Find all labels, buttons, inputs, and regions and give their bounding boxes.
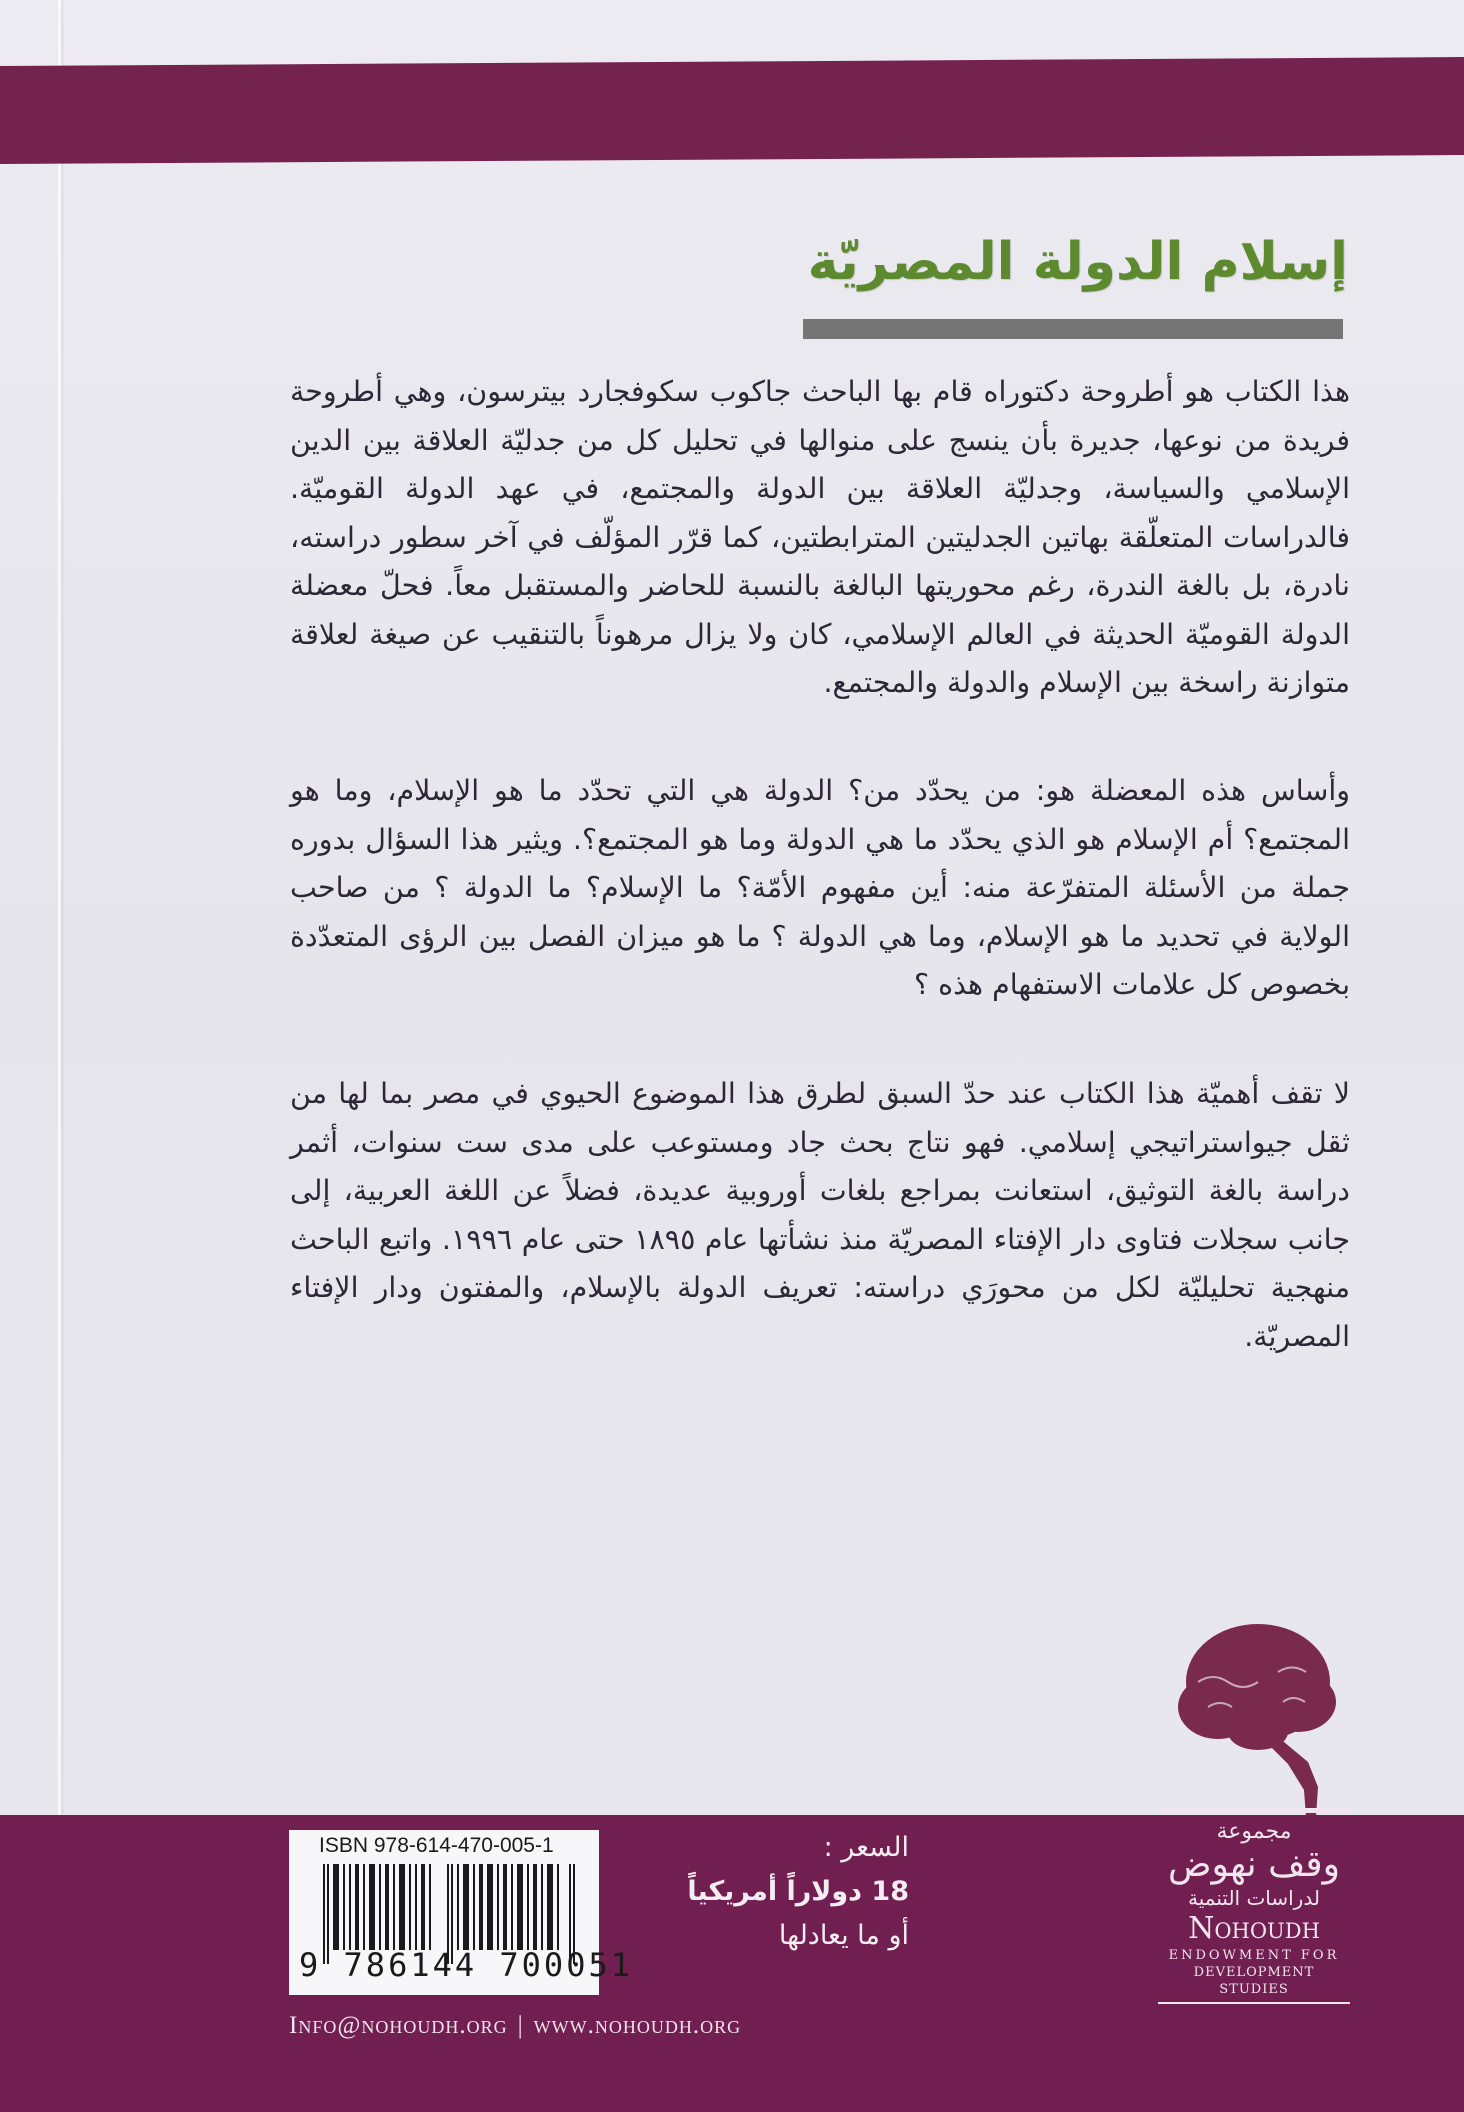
blurb-text-3: لا تقف أهميّة هذا الكتاب عند حدّ السبق لطرق هذا الموضوع الحيوي في مصر بما لها من ثقل جيواستراتيجي إسلامي. فهو نتاج بحث جاد ومستوعب على مدى ست سنوات، أثمر دراسة بالغة التوثيق، استعانت بمراجع بلغات أوروبية عديدة، فضلاً عن اللغة العربية، إلى جانب سجلات فتاوى دار الإفتاء المصريّة منذ نشأتها عام ١٨٩٥ حتى عام ١٩٩٦. واتبع الباحث منهجية تحليليّة لكل من محورَي دراسته: تعريف الدولة بالإسلام، والمفتون ودار الإفتاء المصريّة. (290, 1077, 1350, 1353)
price-block (687, 1826, 909, 1958)
publisher-en-line2: ENDOWMENT FOR (1168, 1948, 1340, 1963)
isbn-barcode (289, 1830, 633, 1995)
spine-edge (58, 0, 61, 2112)
contact-email[interactable]: Info@nohoudh.org (289, 2012, 508, 2039)
publisher-en-line3: DEVELOPMENT STUDIES (1193, 1965, 1315, 1997)
tree-brain-logo-icon (1158, 1612, 1350, 1817)
price-label: السعر : (823, 1832, 909, 1863)
publisher-en-name: Nohoudh (1188, 1911, 1320, 1946)
book-title: إسلام الدولة المصريّة (807, 232, 1348, 292)
blurb-paragraph-1 (290, 368, 1350, 708)
contact-separator: | (517, 2012, 524, 2039)
barcode-digits: 9 786144 700051 (299, 1946, 633, 1984)
publisher-ar-subtitle: لدراسات التنمية (1188, 1886, 1320, 1910)
publisher-ar-group: مجموعة (1216, 1819, 1292, 1844)
price-note: أو ما يعادلها (778, 1920, 909, 1951)
blurb-paragraph-3 (290, 1070, 1350, 1361)
blurb-text-2: وأساس هذه المعضلة هو: من يحدّد من؟ الدولة هي التي تحدّد ما هو الإسلام، وما هو المجتمع؟ أم الإسلام هو الذي يحدّد ما هي الدولة وما هو المجتمع؟. ويثير هذا السؤال بدوره جملة من الأسئلة المتفرّعة منه: أين مفهوم الأمّة؟ ما الإسلام؟ ما الدولة ؟ من صاحب الولاية في تحديد ما هو الإسلام، وما هي الدولة ؟ ما هو ميزان الفصل بين الرؤى المتعدّدة بخصوص كل علامات الاستفهام هذه ؟ (290, 774, 1350, 1001)
price-amount: 18 دولاراً أمريكياً (687, 1876, 909, 1907)
blurb-text-1: هذا الكتاب هو أطروحة دكتوراه قام بها الباحث جاكوب سكوفجارد بيترسون، وهي أطروحة فريدة من نوعها، جديرة بأن ينسج على منوالها في تحليل كل من جدليّة العلاقة بين الدين الإسلامي والسياسة، وجدليّة العلاقة بين الدولة والمجتمع، في عهد الدولة القوميّة. فالدراسات المتعلّقة بهاتين الجدليتين المترابطتين، كما قرّر المؤلّف في آخر سطور دراسته، نادرة، بل بالغة الندرة، رغم محوريتها البالغة بالنسبة للحاضر والمستقبل معاً. فحلّ معضلة الدولة القوميّة الحديثة في العالم الإسلامي، كان ولا يزال مرهوناً بالتنقيب عن صيغة لعلاقة متوازنة راسخة بين الإسلام والدولة والمجتمع. (290, 375, 1350, 699)
contact-website[interactable]: www.nohoudh.org (533, 2012, 742, 2039)
title-divider-bar (803, 319, 1343, 339)
publisher-ar-name: وقف نهوض (1167, 1844, 1341, 1885)
logo-rule-top (1158, 1808, 1350, 1813)
contact-line (289, 2012, 741, 2040)
publisher-logo (1158, 1808, 1350, 2010)
isbn-label: ISBN 978-614-470-005-1 (319, 1834, 554, 1857)
top-purple-band (0, 57, 1464, 164)
logo-rule-bottom (1158, 2002, 1350, 2004)
blurb-paragraph-2 (290, 767, 1350, 1010)
